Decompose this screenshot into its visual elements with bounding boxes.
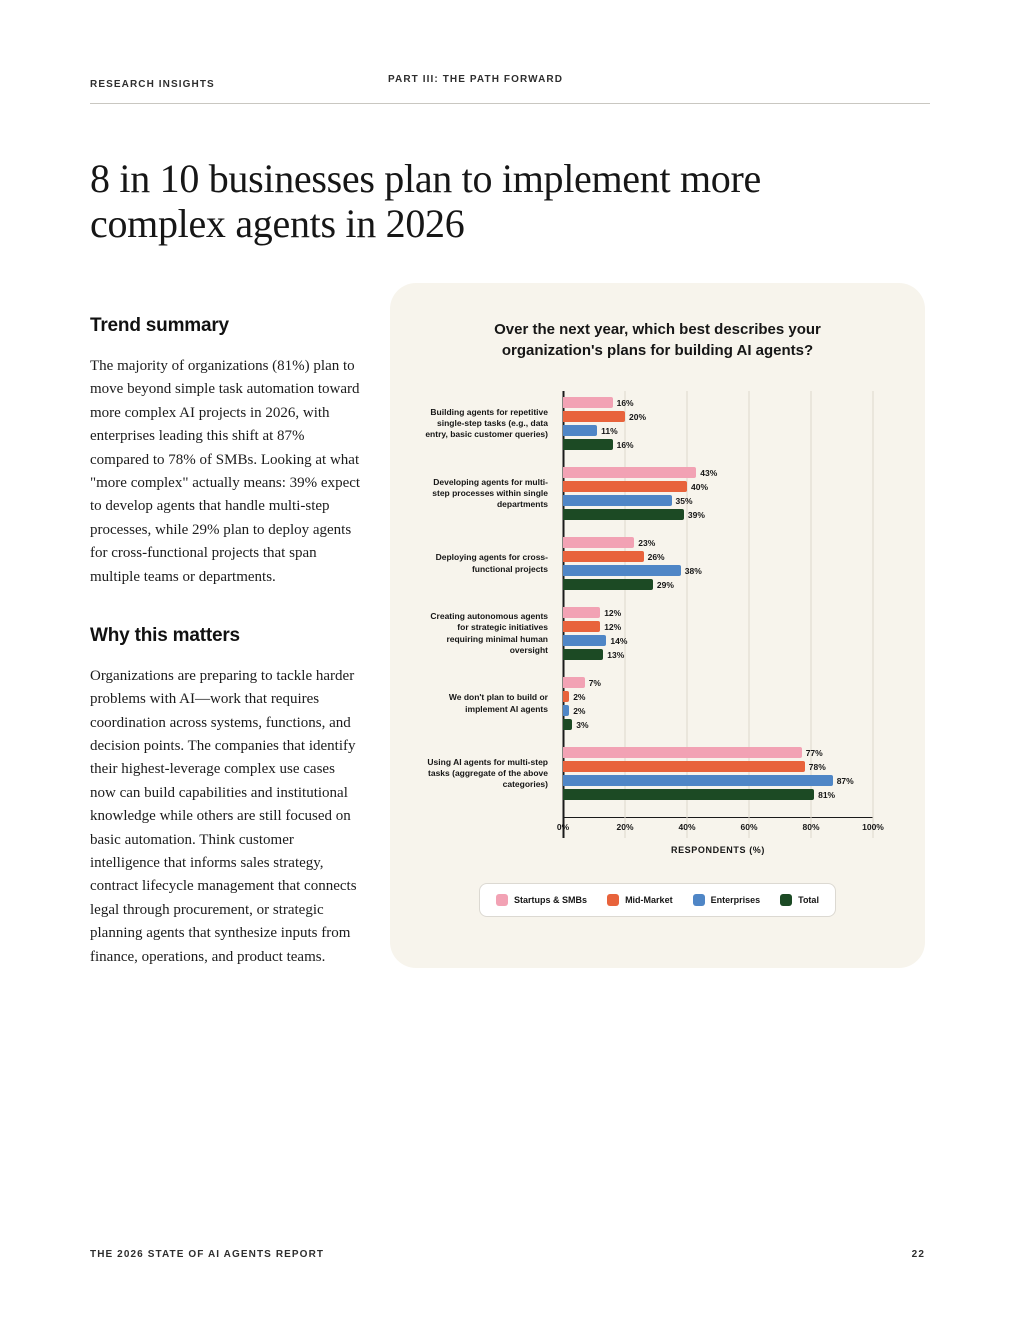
bar xyxy=(563,551,665,562)
x-tick-label: 60% xyxy=(740,822,758,832)
chart-row xyxy=(420,397,895,450)
bar xyxy=(563,565,702,576)
bar-group xyxy=(563,747,873,800)
bar-value-label: 16% xyxy=(616,397,634,408)
bar-value-label: 29% xyxy=(656,579,674,590)
bar-value-label: 87% xyxy=(836,775,854,786)
bar-value-label: 20% xyxy=(629,411,647,422)
bar xyxy=(563,649,625,660)
header-divider xyxy=(90,103,930,104)
bar-value-label: 2% xyxy=(573,705,586,716)
legend-swatch-icon xyxy=(693,894,705,906)
bar xyxy=(563,537,656,548)
trend-summary-heading: Trend summary xyxy=(90,315,229,336)
category-label: Developing agents for multi-step processes within single departments xyxy=(432,476,548,510)
bar-value-label: 13% xyxy=(607,649,625,660)
category-label: Creating autonomous agents for strategic initiatives requiring minimal human oversight xyxy=(430,611,548,655)
x-tick-label: 20% xyxy=(616,822,634,832)
legend-item xyxy=(607,894,673,906)
legend-swatch-icon xyxy=(607,894,619,906)
bar-value-label: 12% xyxy=(604,621,622,632)
x-axis-ticks xyxy=(556,822,884,835)
header-left-label: RESEARCH INSIGHTS xyxy=(90,79,215,90)
bar xyxy=(563,467,718,478)
x-axis-label: RESPONDENTS (%) xyxy=(670,845,765,855)
bar-value-label: 7% xyxy=(588,677,601,688)
chart-title: Over the next year, which best describes your organization's plans for building AI agents? xyxy=(494,321,821,359)
bar xyxy=(563,691,586,702)
bar xyxy=(563,425,618,436)
why-this-matters-body: Organizations are preparing to tackle harder problems with AI—work that requires coordination across systems, functions, and decision points. The companies that identify their highest-leverage complex use cases now can build capabilities and institutional knowledge while others are still focused on basic automation. Think customer intelligence that informs sales strategy, contract lifecycle management that connects legal through procurement, or strategic planning agents that synthesize inputs from finance, operations, and product teams. xyxy=(90,667,357,965)
why-this-matters-heading: Why this matters xyxy=(90,624,240,646)
bar-group xyxy=(563,537,873,590)
bar xyxy=(563,747,823,758)
chart-row xyxy=(420,467,895,520)
page-header xyxy=(90,74,925,88)
page-footer xyxy=(90,1249,925,1260)
text-column xyxy=(90,283,362,1005)
legend-item xyxy=(780,894,819,906)
bar-group xyxy=(563,677,873,730)
bar-group xyxy=(563,607,873,660)
bar xyxy=(563,719,589,730)
bar-value-label: 35% xyxy=(675,495,693,506)
chart-row xyxy=(420,607,895,660)
bar-group xyxy=(563,397,873,450)
category-label: Deploying agents for cross-functional projects xyxy=(435,552,548,574)
chart-row xyxy=(420,747,895,800)
bar xyxy=(563,509,705,520)
bar xyxy=(563,621,622,632)
legend-label: Total xyxy=(798,895,819,905)
chart-panel xyxy=(390,283,925,968)
bar xyxy=(563,481,709,492)
bar-value-label: 11% xyxy=(601,425,618,436)
legend-swatch-icon xyxy=(496,894,508,906)
x-tick-label: 40% xyxy=(678,822,696,832)
bar xyxy=(563,761,826,772)
bar xyxy=(563,677,601,688)
legend-item xyxy=(496,894,587,906)
bar-value-label: 40% xyxy=(691,481,709,492)
bar-value-label: 26% xyxy=(647,551,665,562)
bar-value-label: 43% xyxy=(700,467,718,478)
bar-value-label: 81% xyxy=(818,789,836,800)
bar xyxy=(563,397,634,408)
header-section-label: PART III: THE PATH FORWARD xyxy=(388,74,564,85)
legend-swatch-icon xyxy=(780,894,792,906)
bar xyxy=(563,789,836,800)
chart-row xyxy=(420,677,895,730)
bar-value-label: 38% xyxy=(684,565,702,576)
legend-label: Enterprises xyxy=(710,895,761,905)
legend-wrap xyxy=(420,883,895,917)
legend-item xyxy=(693,894,761,906)
page-title: 8 in 10 businesses plan to implement more complex agents in 2026 xyxy=(90,155,761,246)
trend-summary-body: The majority of organizations (81%) plan to move beyond simple task automation toward more complex AI projects in 2026, with enterprises leading this shift at 87% compared to 78% of SMBs. Looking at what "more complex" actually means: 39% expect to develop agents that handle multi-step processes, while 29% plan to deploy agents for cross-functional projects that span multiple teams or departments. xyxy=(90,358,361,585)
x-tick-label: 100% xyxy=(862,822,884,832)
bar-value-label: 16% xyxy=(616,439,634,450)
main-content xyxy=(90,283,925,1005)
category-label: Using AI agents for multi-step tasks (aggregate of the above categories) xyxy=(427,756,548,790)
category-label: We don't plan to build or implement AI agents xyxy=(448,692,548,714)
x-tick-label: 80% xyxy=(802,822,820,832)
bar-value-label: 14% xyxy=(610,635,628,646)
bar xyxy=(563,411,647,422)
legend-label: Mid-Market xyxy=(625,895,673,905)
bar xyxy=(563,579,674,590)
page-number: 22 xyxy=(911,1249,925,1260)
chart-row xyxy=(420,537,895,590)
bar xyxy=(563,439,634,450)
bar xyxy=(563,775,854,786)
bar-group xyxy=(563,467,873,520)
footer-report-title: THE 2026 STATE OF AI AGENTS REPORT xyxy=(90,1249,325,1260)
bar-value-label: 2% xyxy=(573,691,586,702)
bar xyxy=(563,495,693,506)
bar-value-label: 77% xyxy=(805,747,823,758)
bar-value-label: 23% xyxy=(638,537,656,548)
x-tick-label: 0% xyxy=(556,822,570,832)
bar-chart xyxy=(420,397,895,855)
bar xyxy=(563,705,586,716)
bar-value-label: 3% xyxy=(576,719,589,730)
category-label: Building agents for repetitive single-step tasks (e.g., data entry, basic customer queries) xyxy=(425,406,548,440)
bar xyxy=(563,607,622,618)
chart-legend xyxy=(479,883,836,917)
legend-label: Startups & SMBs xyxy=(514,895,588,905)
bar xyxy=(563,635,628,646)
bar-value-label: 12% xyxy=(604,607,622,618)
bar-value-label: 39% xyxy=(687,509,705,520)
bar-value-label: 78% xyxy=(808,761,826,772)
